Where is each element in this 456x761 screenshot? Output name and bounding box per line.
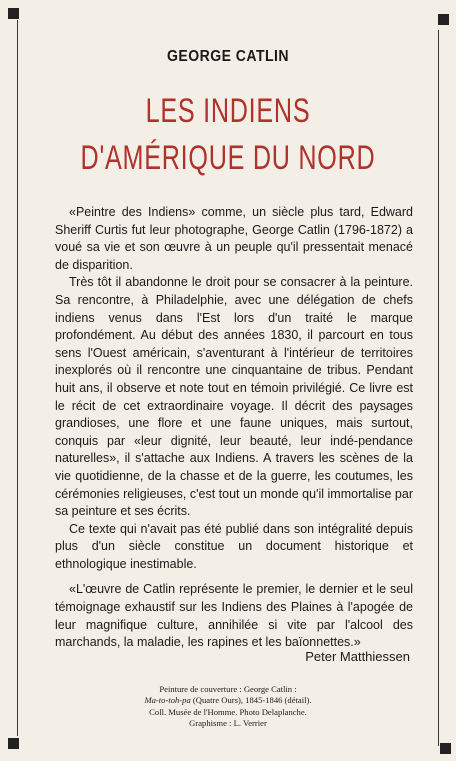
left-border-line <box>17 20 18 736</box>
painting-title: Ma-to-toh-pa <box>144 695 191 706</box>
credit-line-2 <box>0 695 456 706</box>
cover-credits <box>0 684 456 730</box>
corner-mark-top-right <box>438 14 449 25</box>
blurb-paragraph-2: Très tôt il abandonne le droit pour se consacrer à la peinture. Sa rencontre, à Philadelphie, avec une délégation de chefs indiens venus dans l'Est lors d'un traité le marque profondément. Au début des années 1830, il parcourt en tous sens l'Ouest américain, s'aventurant à l'intérieur de territoires inexplorés où il rencontre une cinquantaine de tribus. Pendant huit ans, il observe et note tout en témoin privilégié. Ce livre est le récit de cet extraordinaire voyage. Il décrit des paysages grandioses, une flore et une faune uniques, mais surtout, conquis par «leur dignité, leur beauté, leur indé-pendance naturelles», il s'attache aux Indiens. A travers les scènes de la vie quotidienne, de la chasse et de la guerre, les coutumes, les cérémonies religieuses, c'est tout un monde qu'il immortalise par sa peinture et ses écrits. <box>55 275 413 519</box>
right-border-line <box>438 30 439 746</box>
corner-mark-top-left <box>8 8 19 19</box>
blurb-text <box>55 204 413 652</box>
credit-line-3: Coll. Musée de l'Homme. Photo Delaplanche. <box>149 706 307 717</box>
credit-line-1: Peinture de couverture : George Catlin : <box>159 684 297 694</box>
corner-mark-bottom-right <box>440 743 451 754</box>
author-name: GEORGE CATLIN <box>166 48 290 65</box>
blurb-quote: «L'œuvre de Catlin représente le premier, le dernier et le seul témoignage exhaustif sur les Indiens des Plaines à l'apogée de leur magnifique culture, annihilée si vite par l'alcool des marchands, la maladie, les rapines et les baïonnettes.» <box>55 582 413 650</box>
corner-mark-bottom-left <box>8 738 19 749</box>
blurb-paragraph-3: Ce texte qui n'avait pas été publié dans son intégralité depuis plus d'un siècle constitue un document historique et ethnologique inestimable. <box>55 521 413 571</box>
book-title-line-2: D'AMÉRIQUE DU NORD <box>80 139 376 177</box>
blurb-paragraph-1: «Peintre des Indiens» comme, un siècle plus tard, Edward Sheriff Curtis fut leur photographe, George Catlin (1796-1872) a voué sa vie et son œuvre à un peuple qu'il pressentait menacé de disparition. <box>55 205 413 272</box>
credit-line-4: Graphisme : L. Verrier <box>189 718 267 729</box>
painting-details: (Quatre Ours), 1845-1846 (détail). <box>190 695 312 706</box>
quote-attribution: Peter Matthiessen <box>305 649 410 664</box>
book-title-line-1: LES INDIENS <box>145 92 311 130</box>
